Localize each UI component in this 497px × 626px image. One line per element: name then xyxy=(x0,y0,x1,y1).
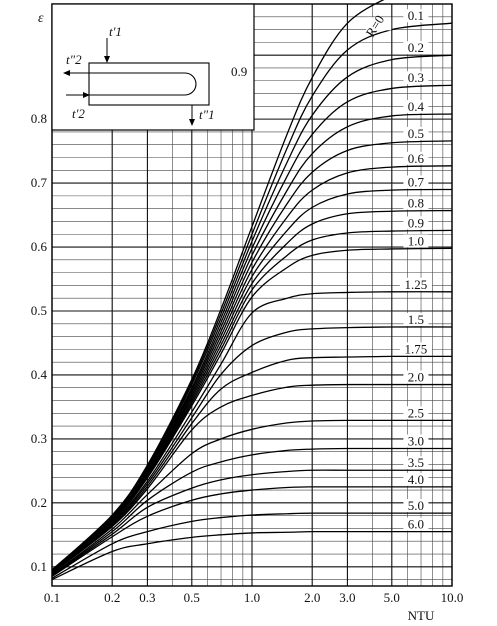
y-axis-label: ε xyxy=(38,11,44,26)
series-label-4: 0.4 xyxy=(407,99,425,115)
x-tick-label: 10.0 xyxy=(440,590,464,605)
series-label-19: 5.0 xyxy=(407,498,425,514)
inset-label-t2-out: t"2 xyxy=(66,52,82,67)
x-tick-label: 2.0 xyxy=(304,590,321,605)
series-label-5: 0.5 xyxy=(407,125,425,141)
x-tick-label: 0.5 xyxy=(183,590,200,605)
y-tick-label: 0.5 xyxy=(30,302,47,318)
series-label-9: 0.9 xyxy=(407,215,425,231)
y-tick-label: 0.3 xyxy=(30,430,47,446)
x-tick-label: 3.0 xyxy=(339,590,356,605)
x-tick-label: 0.1 xyxy=(43,590,61,605)
series-label-10: 1.0 xyxy=(407,233,425,249)
extra-label: 0.9 xyxy=(231,64,248,79)
x-tick-label: 5.0 xyxy=(383,590,400,605)
series-label-18: 4.0 xyxy=(407,471,425,487)
y-tick-label: 0.6 xyxy=(30,239,47,255)
series-label-0: R=0 xyxy=(362,12,388,40)
series-label-17: 3.5 xyxy=(407,455,425,471)
series-label-2: 0.2 xyxy=(407,40,425,56)
x-tick-label: 0.3 xyxy=(139,590,156,605)
x-axis-label: NTU xyxy=(407,608,435,623)
series-label-13: 1.75 xyxy=(404,341,428,357)
series-label-7: 0.7 xyxy=(407,174,425,190)
series-label-11: 1.25 xyxy=(404,276,428,292)
y-tick-label: 0.2 xyxy=(30,494,47,510)
inset-label-t1-in: t'1 xyxy=(109,24,122,39)
series-label-8: 0.8 xyxy=(407,195,425,211)
inset-label-t2-in: t'2 xyxy=(72,106,85,121)
inset-label-t1-out: t"1 xyxy=(199,107,215,122)
y-tick-label: 0.1 xyxy=(30,558,47,574)
x-tick-label: 1.0 xyxy=(243,590,261,605)
series-label-12: 1.5 xyxy=(407,311,425,327)
inset-diagram xyxy=(52,4,254,130)
y-tick-label: 0.7 xyxy=(30,175,47,191)
y-tick-labels xyxy=(31,111,48,574)
series-label-16: 3.0 xyxy=(407,433,425,449)
series-label-6: 0.6 xyxy=(407,150,425,166)
series-label-15: 2.5 xyxy=(407,405,425,421)
series-label-3: 0.3 xyxy=(407,70,425,86)
series-label-1: 0.1 xyxy=(407,8,425,24)
series-label-14: 2.0 xyxy=(407,369,425,385)
y-tick-label: 0.8 xyxy=(30,111,47,127)
series-label-20: 6.0 xyxy=(407,516,425,532)
x-tick-labels xyxy=(44,590,464,623)
y-tick-label: 0.4 xyxy=(30,366,47,382)
x-tick-label: 0.2 xyxy=(104,590,121,605)
